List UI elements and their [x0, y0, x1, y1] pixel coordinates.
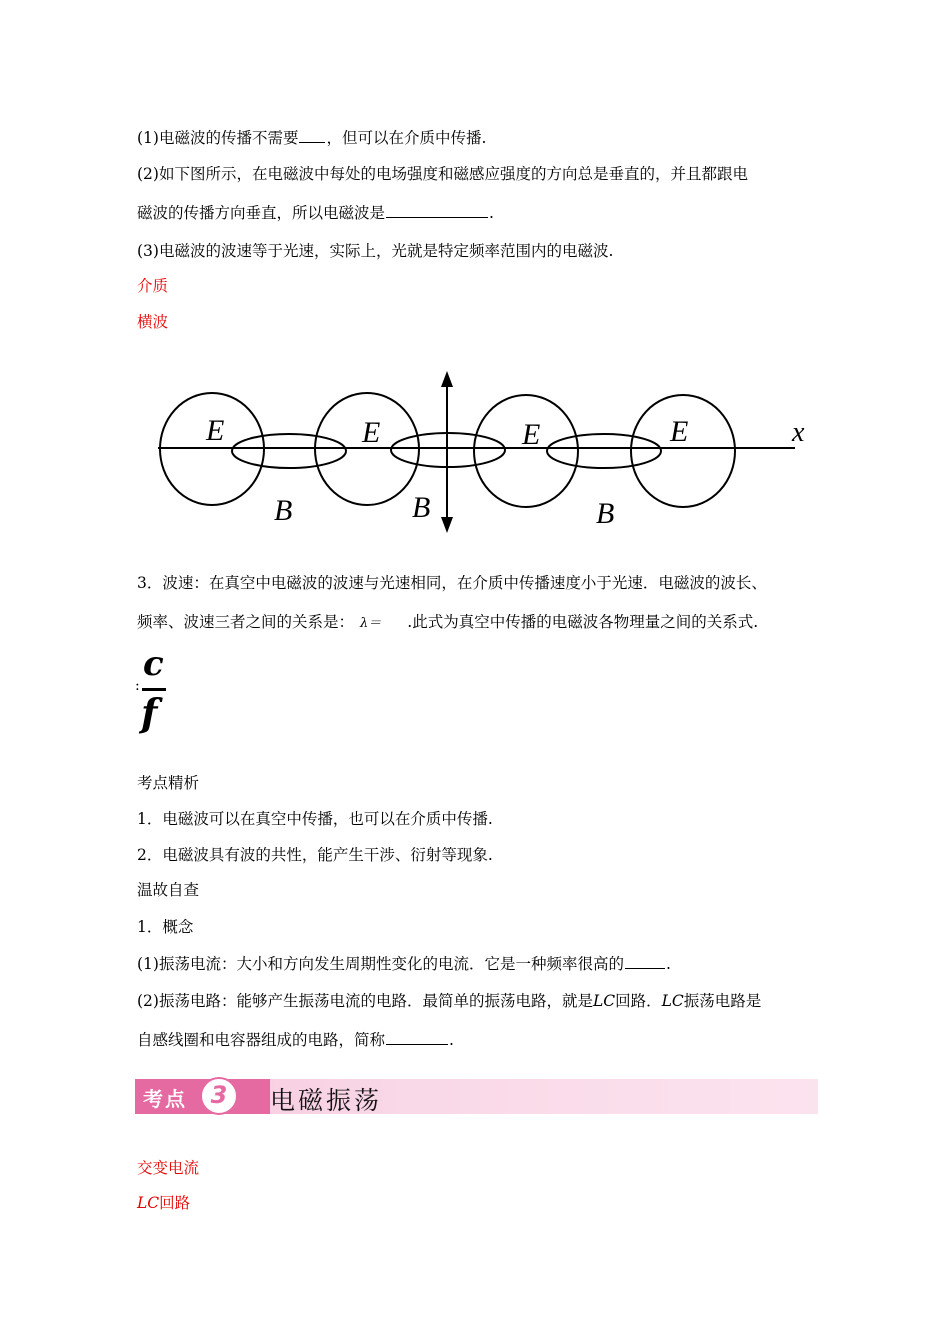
text-line-2: (2)如下图所示，在电磁波中每处的电场强度和磁感应强度的方向总是垂直的，并且都跟电 — [137, 165, 748, 183]
formula-c-over-f — [135, 644, 185, 742]
b-label: B — [274, 494, 293, 527]
x-axis-label: x — [792, 417, 805, 448]
answer-3: 交变电流 — [137, 1159, 200, 1177]
e-label: E — [670, 415, 689, 448]
e-label: E — [362, 416, 381, 449]
answer-2: 横波 — [137, 313, 169, 331]
formula-dot: : — [135, 678, 140, 694]
text-line-13: (2)振荡电路：能够产生振荡电流的电路．最简单的振荡电路，就是LC回路．LC振荡电路是 — [137, 992, 762, 1010]
banner-number: 3 — [210, 1081, 228, 1109]
em-wave-diagram — [150, 365, 820, 535]
e-label: E — [206, 414, 225, 447]
e-field-loop — [631, 395, 735, 507]
formula-denominator: f — [141, 690, 158, 735]
b-label: B — [596, 497, 615, 530]
e-field-loop — [474, 395, 578, 507]
banner-tag: 考点 — [143, 1087, 187, 1111]
fill-blank — [386, 1030, 448, 1045]
answer-4: LC回路 — [137, 1194, 191, 1212]
text-line-6: 频率、波速三者之间的关系是： λ＝ .此式为真空中传播的电磁波各物理量之间的关系式. — [137, 613, 759, 631]
banner-title: 电磁振荡 — [270, 1086, 383, 1115]
section-heading-review: 温故自查 — [137, 881, 200, 899]
arrow-down-icon — [441, 517, 453, 533]
text-line-12: (1)振荡电流：大小和方向发生周期性变化的电流．它是一种频率很高的 . — [137, 955, 671, 973]
b-field-loop — [547, 434, 661, 468]
text-line-5: 3．波速：在真空中电磁波的波速与光速相同，在介质中传播速度小于光速．电磁波的波长、 — [137, 574, 767, 592]
formula-numerator: c — [143, 644, 164, 684]
answer-1: 介质 — [137, 277, 169, 295]
e-label: E — [522, 418, 541, 451]
text-line-8: 1．电磁波可以在真空中传播，也可以在介质中传播. — [137, 810, 493, 828]
text-line-3: 磁波的传播方向垂直，所以电磁波是 . — [137, 204, 494, 222]
text-line-14: 自感线圈和电容器组成的电路，简称 . — [137, 1031, 454, 1049]
text-line-9: 2．电磁波具有波的共性，能产生干涉、衍射等现象. — [137, 846, 493, 864]
b-label: B — [412, 491, 431, 524]
lambda-symbol: λ＝ — [360, 616, 382, 631]
fill-blank — [386, 203, 488, 218]
fill-blank — [299, 128, 325, 143]
banner-number-badge — [200, 1077, 238, 1115]
text-line-11: 1．概念 — [137, 918, 194, 936]
section-banner — [135, 1079, 818, 1114]
arrow-up-icon — [441, 371, 453, 387]
b-field-loop — [232, 434, 346, 468]
text-line-1: (1)电磁波的传播不需要 ，但可以在介质中传播. — [137, 129, 487, 147]
fill-blank — [625, 954, 665, 969]
text-line-4: (3)电磁波的波速等于光速，实际上，光就是特定频率范围内的电磁波. — [137, 242, 614, 260]
section-heading-analysis: 考点精析 — [137, 774, 200, 792]
